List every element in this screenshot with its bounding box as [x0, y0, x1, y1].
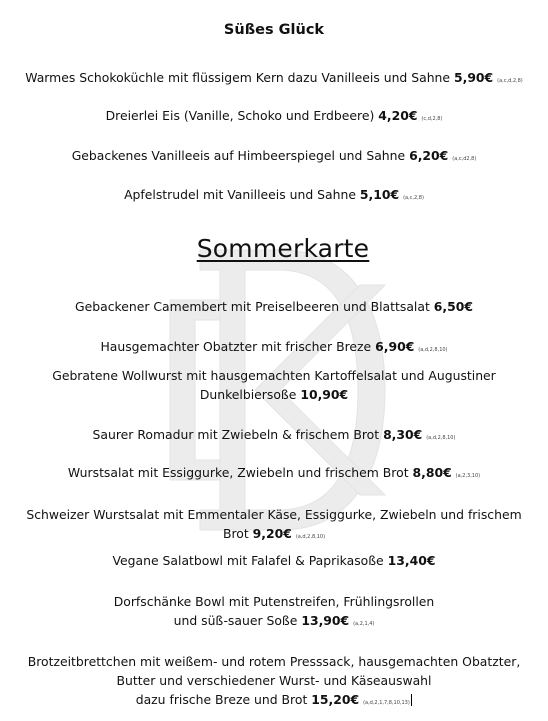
item-name: Wurstsalat mit Essiggurke, Zwiebeln und frischem Brot	[67, 465, 409, 480]
item-name-line-3: dazu frische Breze und Brot	[135, 692, 308, 707]
item-name-line-2: Dunkelbiersoße	[199, 387, 297, 402]
item-allergens: (a,d,2,8,10)	[418, 347, 448, 353]
item-allergens: (c,d,2,8)	[421, 116, 443, 122]
menu-item	[0, 70, 548, 89]
menu-item	[0, 108, 548, 127]
item-allergens: (a,c,d2,8)	[452, 156, 477, 162]
item-allergens: (a,2,1,4)	[353, 621, 375, 627]
item-allergens: (a,2,3,10)	[455, 473, 481, 479]
text-cursor	[411, 694, 413, 706]
item-price: 9,20€	[252, 526, 292, 541]
item-name: Vegane Salatbowl mit Falafel & Paprikasoße	[112, 553, 384, 568]
section-title-sweet: Süßes Glück	[223, 22, 325, 38]
item-name-line-2: und süß-sauer Soße	[173, 613, 298, 628]
menu-item	[0, 427, 548, 446]
item-name: Apfelstrudel mit Vanilleeis und Sahne	[124, 187, 356, 202]
item-name-line-1: Gebratene Wollwurst mit hausgemachten Kartoffelsalat und Augustiner	[52, 368, 496, 383]
menu-item	[0, 339, 548, 358]
item-price: 6,50€	[433, 299, 473, 314]
item-price: 6,90€	[375, 339, 415, 354]
menu-item	[0, 652, 548, 713]
menu-item	[0, 505, 548, 547]
menu-item	[0, 465, 548, 484]
menu-item	[0, 299, 548, 315]
menu-item	[0, 366, 548, 404]
item-allergens: (a,d,2,1,7,8,10,13)	[363, 700, 410, 706]
item-allergens: (a,c,2,8)	[403, 195, 424, 201]
item-name-line-1: Brotzeitbrettchen mit weißem- und rotem Presssack, hausgemachten Obatzter,	[27, 654, 521, 669]
item-name: Gebackenes Vanilleeis auf Himbeerspiegel und Sahne	[71, 148, 406, 163]
item-price: 4,20€	[378, 108, 418, 123]
section-title-summer: Sommerkarte	[196, 234, 370, 263]
item-price: 8,80€	[412, 465, 452, 480]
item-price: 13,40€	[387, 553, 436, 568]
item-allergens: (a,d,2,8,10)	[295, 534, 326, 540]
item-allergens: (a,d,2,8,10)	[426, 435, 456, 441]
item-name-line-2: Brot	[222, 526, 249, 541]
item-name-line-1: Dorfschänke Bowl mit Putenstreifen, Frühlingsrollen	[113, 594, 435, 609]
item-name-line-1: Schweizer Wurstsalat mit Emmentaler Käse, Essiggurke, Zwiebeln und frischem	[26, 507, 522, 522]
item-price: 5,90€	[453, 70, 494, 85]
item-name: Gebackener Camembert mit Preiselbeeren und Blattsalat	[75, 299, 430, 314]
menu-item	[0, 148, 548, 167]
item-price: 8,30€	[383, 427, 423, 442]
item-name: Dreierlei Eis (Vanille, Schoko und Erdbeere)	[105, 108, 375, 123]
item-name: Saurer Romadur mit Zwiebeln & frischem Brot	[92, 427, 380, 442]
menu-item	[0, 553, 548, 569]
item-price: 10,90€	[300, 387, 349, 402]
item-price: 6,20€	[409, 148, 449, 163]
item-allergens: (a,c,d,2,8)	[497, 78, 523, 84]
item-name-line-2: Butter und verschiedener Wurst- und Käseauswahl	[116, 673, 432, 688]
item-price: 5,10€	[359, 187, 400, 202]
item-price: 13,90€	[301, 613, 350, 628]
item-price: 15,20€	[311, 692, 360, 707]
menu-item	[0, 187, 548, 206]
menu-item	[0, 592, 548, 634]
item-name: Warmes Schokoküchle mit flüssigem Kern dazu Vanilleeis und Sahne	[25, 70, 451, 85]
item-name: Hausgemachter Obatzter mit frischer Breze	[100, 339, 372, 354]
